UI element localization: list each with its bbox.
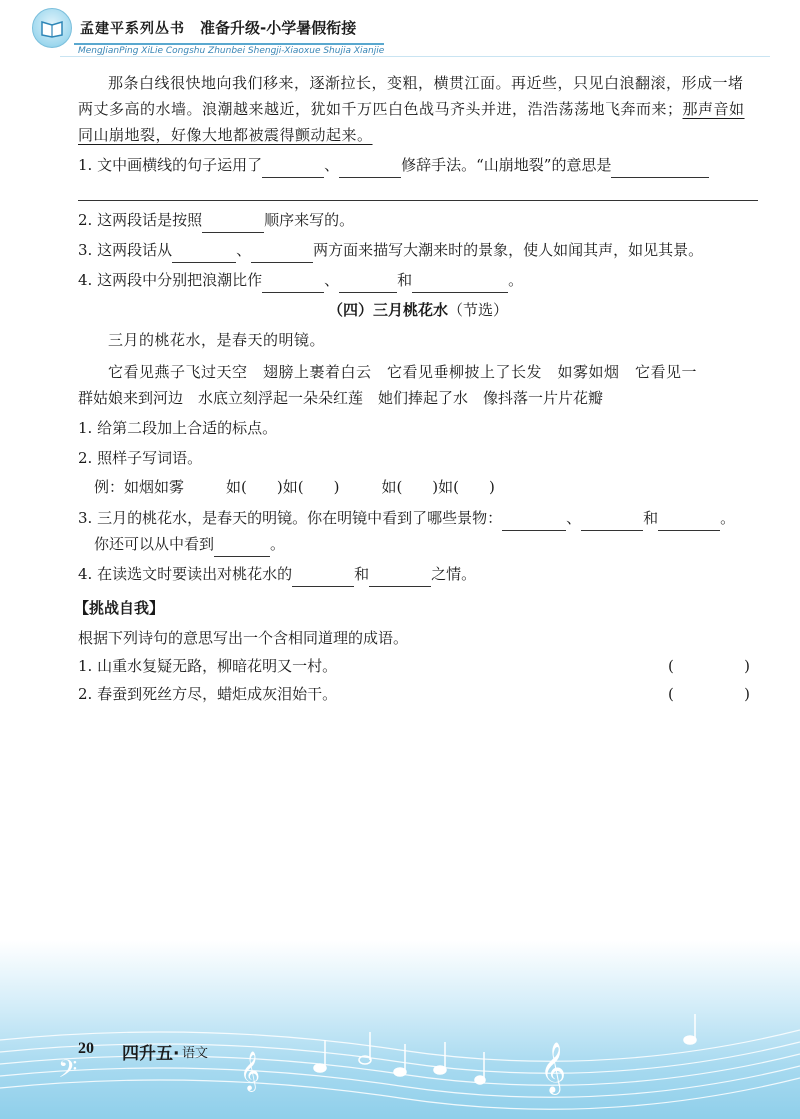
answer-blank[interactable] [292, 570, 354, 587]
passage-paragraph: 它看见燕子飞过天空 翅膀上裹着白云 它看见垂柳披上了长发 如雾如烟 它看见一 [108, 363, 698, 381]
page-header [0, 0, 800, 72]
passage-paragraph [78, 70, 758, 148]
header-divider [74, 43, 384, 45]
answer-blank[interactable] [339, 161, 401, 178]
passage-paragraph: 群姑娘来到河边 水底立刻浮起一朵朵红莲 她们捧起了水 像抖落一片片花瓣 [78, 389, 604, 407]
header-rule [60, 56, 770, 57]
book-title: 准备升级-小学暑假衔接 [200, 19, 357, 37]
challenge-item: 1. 山重水复疑无路，柳暗花明又一村。 ( ) [78, 653, 758, 679]
section-title: （四）三月桃花水（节选） [327, 301, 509, 319]
answer-line[interactable] [78, 182, 758, 201]
example-text: 例：如烟如雾 [94, 478, 185, 496]
fill-in-word[interactable]: 如( )如( ) [226, 478, 340, 496]
logo [32, 8, 72, 48]
answer-blank[interactable] [658, 514, 720, 531]
answer-blank[interactable] [214, 540, 270, 557]
question-3: 3. 这两段话从 、 两方面来描写大潮来时的景象，使人如闻其声，如见其景。 [78, 237, 758, 263]
underlined-sentence: 那声音如同山崩地裂，好像大地都被震得颤动起来。 [78, 100, 745, 144]
question-4: 4. 这两段中分别把浪潮比作 、 和 。 [78, 267, 758, 293]
svg-text:𝄞: 𝄞 [540, 1042, 567, 1093]
answer-blank[interactable] [611, 161, 709, 178]
series-name: 孟建平系列丛书 [80, 21, 185, 37]
challenge-instruction: 根据下列诗句的意思写出一个含相同道理的成语。 [78, 629, 409, 647]
worksheet-content [74, 70, 758, 707]
answer-blank[interactable] [262, 161, 324, 178]
answer-blank[interactable] [412, 276, 508, 293]
book-logo-icon [40, 18, 64, 38]
answer-blank[interactable] [502, 514, 566, 531]
music-staff-icon [0, 1010, 800, 1110]
answer-blank[interactable] [251, 246, 313, 263]
answer-blank[interactable] [581, 514, 643, 531]
fill-in-word[interactable]: 如( )如( ) [381, 478, 495, 496]
svg-text:𝄞: 𝄞 [240, 1051, 261, 1091]
passage-text: 那条白线很快地向我们移来，逐渐拉长，变粗，横贯江面。再近些，只见白浪翻滚，形成一堵两丈多高的水墙。浪潮越来越近，犹如千万匹白色战马齐头并进，浩浩荡荡地飞奔而来； [78, 74, 744, 118]
answer-blank[interactable] [262, 276, 324, 293]
page-number: 20 [78, 1040, 94, 1057]
answer-blank[interactable] [172, 246, 236, 263]
answer-blank[interactable] [202, 216, 264, 233]
question-1: 1. 给第二段加上合适的标点。 [78, 419, 278, 437]
svg-text:𝄢: 𝄢 [58, 1055, 78, 1090]
question-4: 4. 在读选文时要读出对桃花水的 和 之情。 [78, 561, 758, 587]
question-2: 2. 这两段话是按照 顺序来写的。 [78, 207, 758, 233]
subject-label: 语文 [182, 1046, 209, 1061]
answer-blank[interactable] [339, 276, 397, 293]
answer-parentheses[interactable]: ( ) [668, 657, 750, 675]
grade-label: 四升五· [122, 1044, 180, 1064]
header-pinyin: MengJianPing XiLie Congshu Zhunbei Shengji-Xiaoxue Shujia Xianjie [78, 46, 385, 56]
question-1: 1. 文中画横线的句子运用了 、 修辞手法。“山崩地裂”的意思是 [78, 152, 758, 178]
answer-parentheses[interactable]: ( ) [668, 685, 750, 703]
example-row [94, 473, 758, 501]
challenge-heading: 【挑战自我】 [74, 599, 165, 617]
question-3-continued: 你还可以从中看到 。 [78, 531, 758, 557]
question-3: 3. 三月的桃花水，是春天的明镜。你在明镜中看到了哪些景物： 、 和 。 [78, 505, 758, 531]
answer-blank[interactable] [369, 570, 431, 587]
question-2: 2. 照样子写词语。 [78, 449, 203, 467]
challenge-item: 2. 春蚕到死丝方尽，蜡炬成灰泪始干。 ( ) [78, 681, 758, 707]
passage-paragraph: 三月的桃花水，是春天的明镜。 [108, 331, 326, 349]
